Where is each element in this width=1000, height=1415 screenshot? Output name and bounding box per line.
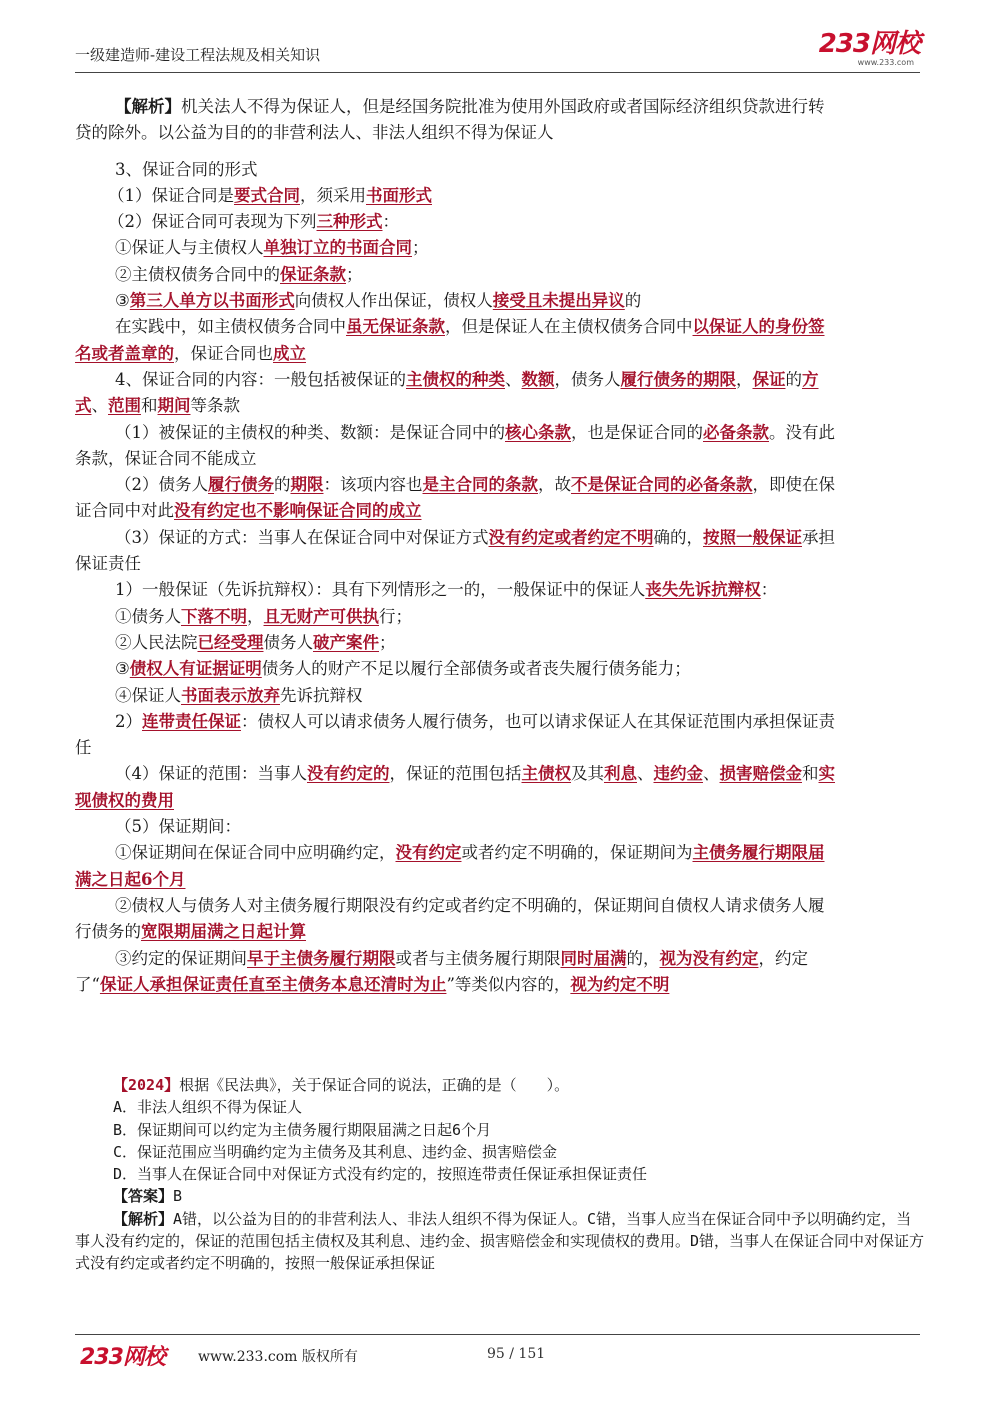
list-item: ③债权人有证据证明债务人的财产不足以履行全部债务或者丧失履行债务能力； (115, 659, 691, 679)
list-item-cont: 证合同中对此没有约定也不影响保证合同的成立 (75, 501, 422, 521)
option-d: D．当事人在保证合同中对保证方式没有约定的，按照连带责任保证承担保证责任 (113, 1165, 648, 1184)
list-item: ②人民法院已经受理债务人破产案件； (115, 632, 396, 652)
list-item: ①保证人与主债权人单独订立的书面合同； (115, 238, 429, 258)
list-item: （4）保证的范围：当事人没有约定的，保证的范围包括主债权及其利息、违约金、损害赔偿金和实 (115, 764, 835, 784)
section-heading-4-cont: 式、范围和期间等条款 (75, 396, 240, 416)
list-item: （3）保证的方式：当事人在保证合同中对保证方式没有约定或者约定不明确的，按照一般保证承担 (115, 527, 835, 547)
question-stem: 【2024】根据《民法典》，关于保证合同的说法，正确的是（ ）。 (113, 1076, 570, 1094)
list-item: ③第三人单方以书面形式向债权人作出保证，债权人接受且未提出异议的 (115, 291, 642, 311)
page-number: 95 / 151 (487, 1346, 546, 1362)
list-item-cont: 了“保证人承担保证责任直至主债务本息还清时为止”等类似内容的，视为约定不明 (75, 974, 670, 994)
list-item: ④保证人书面表示放弃先诉抗辩权 (115, 685, 363, 705)
page-header (75, 30, 920, 72)
list-item: （1）保证合同是要式合同，须采用书面形式 (108, 185, 432, 205)
header-divider (75, 72, 920, 73)
footer-copyright: www.233.com 版权所有 (198, 1349, 358, 1365)
page-footer (80, 1340, 920, 1370)
list-item: 1）一般保证（先诉抗辩权）：具有下列情形之一的，一般保证中的保证人丧失先诉抗辩权： (115, 580, 778, 600)
paragraph: 在实践中，如主债权债务合同中虽无保证条款，但是保证人在主债权债务合同中以保证人的身份签 (115, 317, 825, 337)
list-item: （1）被保证的主债权的种类、数额：是保证合同中的核心条款，也是保证合同的必备条款。没有此 (115, 422, 835, 442)
option-c: C．保证范围应当明确约定为主债务及其利息、违约金、损害赔偿金 (113, 1142, 558, 1161)
list-item-cont: 行债务的宽限期届满之日起计算 (75, 922, 306, 942)
list-item: （2）债务人履行债务的期限：该项内容也是主合同的条款，故不是保证合同的必备条款，即使在保 (115, 475, 835, 495)
list-item: ②债权人与债务人对主债务履行期限没有约定或者约定不明确的，保证期间自债权人请求债务人履 (115, 895, 825, 915)
list-item-cont: 任 (75, 738, 92, 758)
analysis-paragraph-cont: 贷的除外。以公益为目的的非营利法人、非法人组织不得为保证人 (75, 123, 554, 143)
paragraph-cont: 名或者盖章的，保证合同也成立 (75, 343, 306, 363)
analysis-paragraph: 【解析】机关法人不得为保证人，但是经国务院批准为使用外国政府或者国际经济组织贷款进行转 (115, 97, 825, 116)
option-b: B．保证期间可以约定为主债务履行期限届满之日起6个月 (113, 1120, 492, 1139)
section-heading-4: 4、保证合同的内容：一般包括被保证的主债权的种类、数额，债务人履行债务的期限，保证的方 (115, 369, 819, 389)
brand-logo (819, 30, 920, 67)
list-item: （5）保证期间： (115, 817, 241, 837)
list-item: （2）保证合同可表现为下列三种形式： (108, 212, 399, 232)
list-item-cont: 条款，保证合同不能成立 (75, 448, 257, 468)
footer-divider (75, 1334, 920, 1335)
answer-analysis: 【解析】A错，以公益为目的的非营利法人、非法人组织不得为保证人。C错，当事人应当在保证合同中予以明确约定，当事人没有约定的，保证的范围包括主债权及其利息、违约金、损害赔偿金和实现债权的费用。D错，当事人在保证合同中对保证方式没有约定或者约定不明确的，按照一般保证承担保证 (75, 1209, 925, 1273)
exam-question (75, 1074, 925, 1275)
list-item: ③约定的保证期间早于主债务履行期限或者与主债务履行期限同时届满的，视为没有约定，约定 (115, 948, 808, 968)
logo-url: www.233.com (857, 58, 914, 67)
list-item: ①保证期间在保证合同中应明确约定，没有约定或者约定不明确的，保证期间为主债务履行期限届 (115, 843, 825, 863)
document-title: 一级建造师-建设工程法规及相关知识 (75, 46, 321, 64)
list-item-cont: 满之日起6个月 (75, 869, 186, 889)
list-item-cont: 现债权的费用 (75, 790, 174, 810)
list-item: ①债务人下落不明，且无财产可供执行； (115, 606, 412, 626)
list-item-cont: 保证责任 (75, 554, 141, 574)
logo-text: 233网校 (818, 29, 920, 59)
footer-logo: 233网校 (80, 1345, 165, 1370)
answer: 【答案】B (113, 1187, 183, 1206)
section-heading-3: 3、保证合同的形式 (115, 159, 258, 179)
main-content (75, 94, 925, 998)
list-item: ②主债权债务合同中的保证条款； (115, 264, 363, 284)
list-item: 2）连带责任保证：债权人可以请求债务人履行债务，也可以请求保证人在其保证范围内承担保证责 (115, 711, 835, 731)
option-a: A．非法人组织不得为保证人 (113, 1098, 303, 1117)
